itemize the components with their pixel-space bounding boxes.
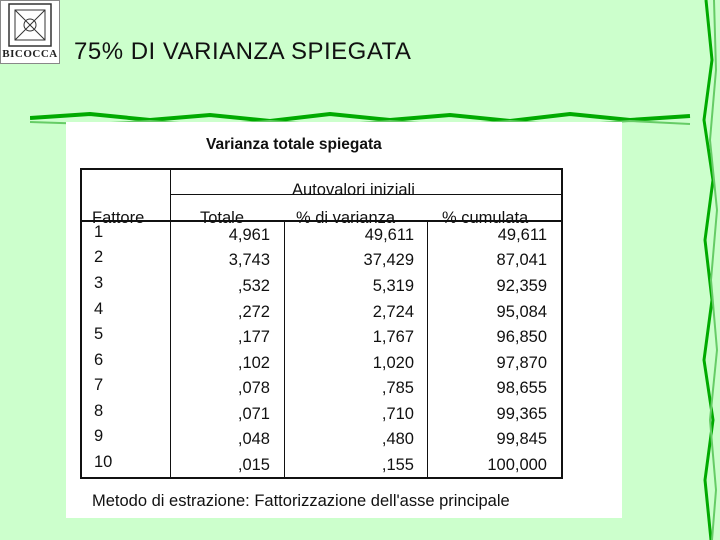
row-totale: ,015 — [237, 456, 270, 474]
row-cumulata: 49,611 — [497, 226, 547, 244]
group-header: Autovalori iniziali — [292, 181, 415, 199]
table-footnote: Metodo di estrazione: Fattorizzazione dell'asse principale — [92, 492, 510, 510]
row-cumulata: 100,000 — [487, 456, 547, 474]
university-logo — [0, 0, 60, 64]
table-border-bottom — [80, 477, 563, 479]
row-cumulata: 92,359 — [496, 277, 547, 295]
row-totale: ,071 — [237, 405, 270, 423]
table-border-left — [80, 168, 82, 478]
row-factor: 4 — [94, 300, 104, 318]
row-varianza: ,155 — [381, 456, 414, 474]
row-totale: ,048 — [237, 430, 270, 448]
table-divider-totale — [284, 222, 285, 478]
row-factor: 9 — [94, 427, 104, 445]
table-title: Varianza totale spiegata — [206, 136, 382, 153]
row-totale: ,272 — [237, 303, 270, 321]
row-cumulata: 87,041 — [496, 251, 547, 269]
row-varianza: ,710 — [381, 405, 414, 423]
slide-title: 75% DI VARIANZA SPIEGATA — [74, 38, 412, 65]
table-divider-fattore — [170, 168, 171, 478]
row-varianza: 37,429 — [363, 251, 414, 269]
row-cumulata: 97,870 — [496, 354, 547, 372]
row-cumulata: 95,084 — [496, 303, 547, 321]
col-header-fattore: Fattore — [92, 209, 145, 227]
row-factor: 2 — [94, 248, 104, 266]
row-factor: 3 — [94, 274, 104, 292]
logo-text: BICOCCA — [2, 48, 58, 60]
row-cumulata: 98,655 — [496, 379, 547, 397]
row-cumulata: 99,365 — [496, 405, 547, 423]
results-panel — [66, 122, 622, 518]
row-cumulata: 99,845 — [496, 430, 547, 448]
row-varianza: 5,319 — [372, 277, 414, 295]
col-header-cumulata: % cumulata — [442, 209, 529, 227]
row-factor: 6 — [94, 351, 104, 369]
col-header-varianza: % di varianza — [296, 209, 396, 227]
row-factor: 5 — [94, 325, 104, 343]
row-totale: ,177 — [237, 328, 270, 346]
row-varianza: ,480 — [381, 430, 414, 448]
col-header-totale: Totale — [200, 209, 245, 227]
row-varianza: 2,724 — [372, 303, 414, 321]
row-cumulata: 96,850 — [496, 328, 547, 346]
table-border-right — [561, 168, 563, 478]
decorative-border-right — [698, 0, 720, 540]
row-factor: 1 — [94, 223, 104, 241]
row-varianza: ,785 — [381, 379, 414, 397]
table-border-top — [80, 168, 563, 170]
row-factor: 7 — [94, 376, 104, 394]
row-varianza: 1,020 — [372, 354, 414, 372]
row-totale: ,102 — [237, 354, 270, 372]
row-factor: 10 — [94, 453, 113, 471]
row-factor: 8 — [94, 402, 104, 420]
row-totale: 3,743 — [228, 251, 270, 269]
row-totale: 4,961 — [228, 226, 270, 244]
table-divider-varianza — [427, 222, 428, 478]
row-totale: ,532 — [237, 277, 270, 295]
row-varianza: 1,767 — [372, 328, 414, 346]
row-totale: ,078 — [237, 379, 270, 397]
row-varianza: 49,611 — [364, 226, 414, 244]
seal-icon — [1, 1, 59, 49]
